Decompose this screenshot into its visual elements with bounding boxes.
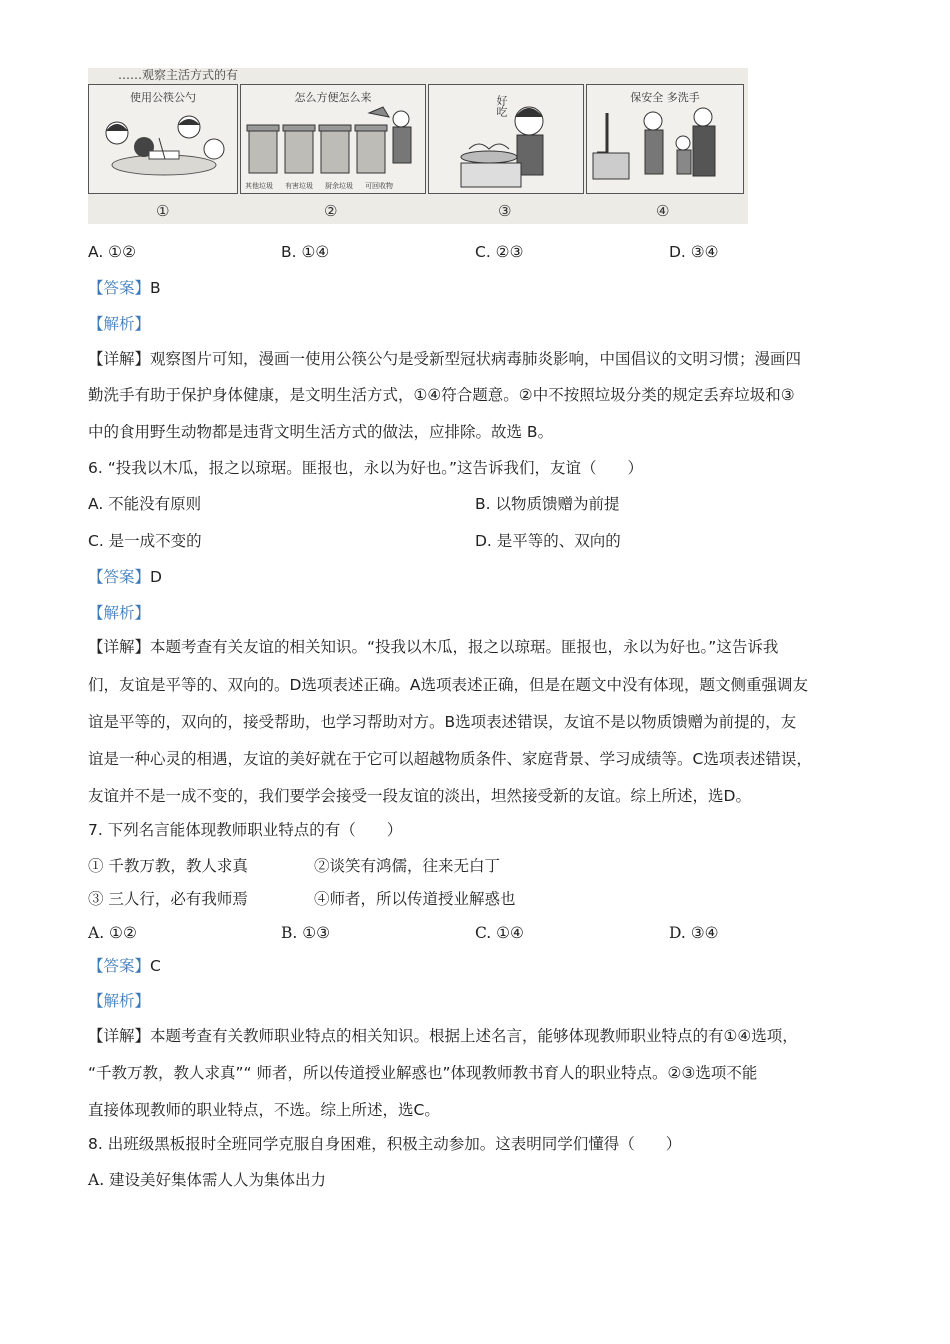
q5-analysis-tag: 【解析】	[88, 315, 151, 333]
q6-detail-line-1	[88, 637, 778, 657]
cartoon-top-caption: ……观察主活方式的有	[118, 68, 239, 82]
panel-2-caption: 怎么方便怎么来	[294, 91, 372, 104]
detail-tag: 【详解】	[88, 350, 151, 368]
q6-detail-line-3: 谊是平等的，双向的，接受帮助，也学习帮助对方。B选项表述错误，友谊不是以物质馈赠为前提的，友	[88, 713, 797, 731]
q7-detail-line-2: “千教万教，教人求真”“ 师者，所以传道授业解惑也”体现教师教书育人的职业特点。②③选项不能	[88, 1064, 758, 1082]
q6-stem: 6. “投我以木瓜，报之以琼琚。匪报也，永以为好也。”这告诉我们，友谊（ ）	[88, 459, 644, 477]
panel-2-number: ②	[324, 202, 338, 220]
q7-option-a: A. ①②	[88, 924, 137, 942]
q5-detail-line-1	[88, 349, 801, 369]
q6-option-a: A. 不能没有原则	[88, 495, 202, 513]
detail-tag: 【详解】	[88, 1027, 151, 1045]
answer-value: B	[150, 279, 161, 297]
bin-label-1: 其他垃圾	[245, 182, 273, 190]
answer-tag: 【答案】	[88, 568, 151, 586]
q7-option-b: B. ①③	[281, 924, 331, 942]
q8-stem: 8. 出班级黑板报时全班同学克服自身困难，积极主动参加。这表明同学们懂得（ ）	[88, 1135, 682, 1153]
q7-option-d: D. ③④	[669, 924, 719, 942]
panel-3-drawing	[429, 91, 582, 191]
cartoon-panel-3	[428, 84, 584, 194]
panel-1-number: ①	[156, 202, 170, 220]
q7-item-3: ③ 三人行，必有我师焉	[88, 890, 248, 908]
panel-3-number: ③	[498, 202, 512, 220]
q5-detail-line-3: 中的食用野生动物都是违背文明生活方式的做法，应排除。故选 B。	[88, 423, 554, 441]
q8-option-a: A. 建设美好集体需人人为集体出力	[88, 1171, 327, 1189]
q6-analysis-tag: 【解析】	[88, 604, 151, 622]
answer-tag: 【答案】	[88, 279, 151, 297]
cartoon-panel-2	[240, 84, 426, 194]
q6-option-b: B. 以物质馈赠为前提	[475, 495, 620, 513]
q6-detail-line-4: 谊是一种心灵的相遇，友谊的美好就在于它可以超越物质条件、家庭背景、学习成绩等。C选项表述错误，	[88, 750, 812, 768]
panel-4-caption: 保安全 多洗手	[630, 91, 700, 104]
answer-value: C	[150, 957, 161, 975]
panel-1-drawing	[89, 103, 236, 193]
detail-text: 观察图片可知，漫画一使用公筷公勺是受新型冠状病毒肺炎影响，中国倡议的文明习惯；漫画四	[150, 350, 802, 368]
panel-3-caption: 好吃	[495, 95, 508, 117]
q7-stem: 7. 下列名言能体现教师职业特点的有（ ）	[88, 821, 403, 839]
bin-label-4: 可回收物	[365, 182, 393, 190]
panel-4-number: ④	[656, 202, 670, 220]
q6-answer	[88, 567, 162, 587]
q7-answer	[88, 956, 161, 976]
q7-detail-line-3: 直接体现教师的职业特点，不选。综上所述，选C。	[88, 1101, 440, 1119]
q5-option-c: C. ②③	[475, 243, 524, 261]
q5-option-b: B. ①④	[281, 243, 330, 261]
q5-option-a: A. ①②	[88, 243, 136, 261]
q6-detail-line-2: 们，友谊是平等的、双向的。D选项表述正确。A选项表述正确，但是在题文中没有体现，题文侧重强调友	[88, 676, 809, 694]
q7-option-c: C. ①④	[475, 924, 524, 942]
q7-item-1: ① 千教万教，教人求真	[88, 857, 248, 875]
q7-analysis-tag: 【解析】	[88, 992, 151, 1010]
q6-option-d: D. 是平等的、双向的	[475, 532, 621, 550]
q5-detail-line-2: 勤洗手有助于保护身体健康，是文明生活方式，①④符合题意。②中不按照垃圾分类的规定丢弃垃圾和③	[88, 386, 795, 404]
q6-detail-line-5: 友谊并不是一成不变的，我们要学会接受一段友谊的淡出，坦然接受新的友谊。综上所述，选D。	[88, 787, 751, 805]
q7-detail-line-1	[88, 1026, 798, 1046]
answer-tag: 【答案】	[88, 957, 151, 975]
detail-text: 本题考查有关教师职业特点的相关知识。根据上述名言，能够体现教师职业特点的有①④选项，	[150, 1027, 798, 1045]
detail-tag: 【详解】	[88, 638, 151, 656]
q7-item-4: ④师者，所以传道授业解惑也	[314, 890, 516, 908]
q5-option-d: D. ③④	[669, 243, 719, 261]
bin-label-2: 有害垃圾	[285, 182, 313, 190]
cartoon-panel-1	[88, 84, 238, 194]
panel-1-caption: 使用公筷公勺	[130, 91, 196, 104]
q7-item-2: ②谈笑有鸿儒，往来无白丁	[314, 857, 501, 875]
bin-label-3: 厨余垃圾	[325, 182, 353, 190]
q5-answer	[88, 278, 161, 298]
cartoon-panel-4	[586, 84, 744, 194]
panel-2-drawing	[241, 99, 424, 189]
q6-option-c: C. 是一成不变的	[88, 532, 202, 550]
panel-4-drawing	[587, 103, 742, 193]
detail-text: 本题考查有关友谊的相关知识。“投我以木瓜，报之以琼琚。匪报也，永以为好也。”这告诉我	[150, 638, 779, 656]
answer-value: D	[150, 568, 162, 586]
cartoon-image	[88, 68, 748, 224]
